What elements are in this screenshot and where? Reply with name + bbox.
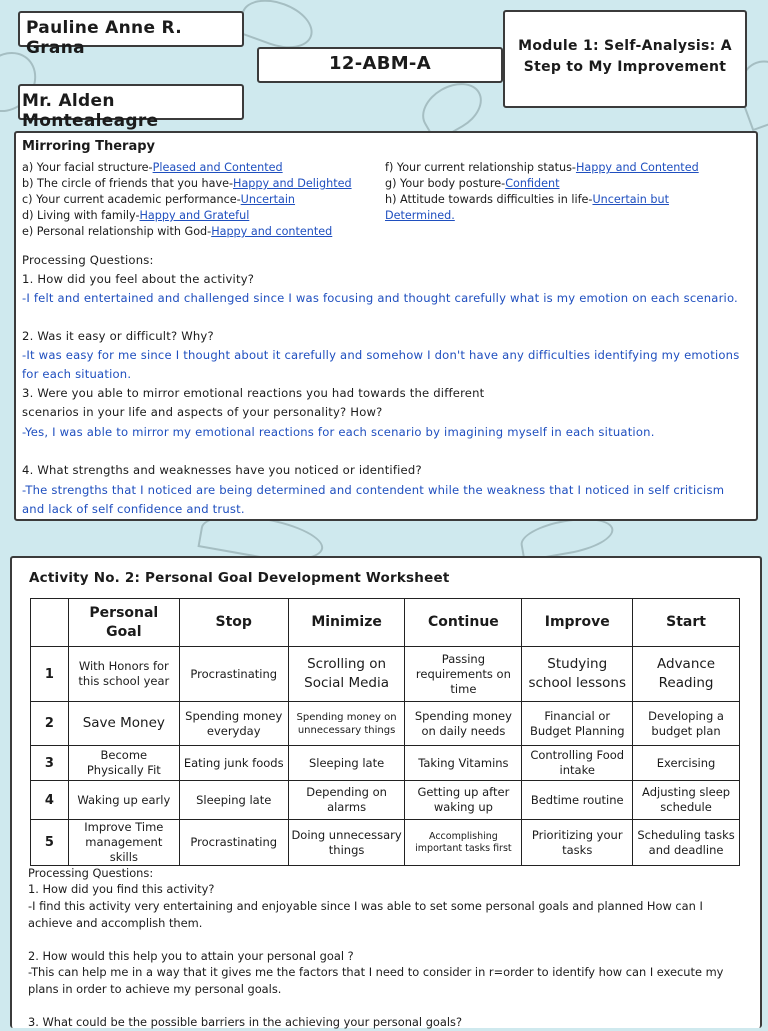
question-3-line-1: 3. Were you able to mirror emotional reactions you had towards the different bbox=[22, 386, 485, 400]
table-cell: Eating junk foods bbox=[179, 746, 288, 781]
table-cell: Sleeping late bbox=[179, 781, 288, 820]
mirroring-item: h) Attitude towards difficulties in life-Uncertain but Determined. bbox=[385, 193, 669, 222]
answer-2: -It was easy for me since I thought about it carefully and somehow I don't have any difficulties identifying my emotions for each situation. bbox=[22, 348, 740, 381]
mirroring-right-column bbox=[385, 160, 705, 224]
question-3-line-2: scenarios in your life and aspects of your personality? How? bbox=[22, 405, 383, 419]
mirroring-therapy-card bbox=[14, 131, 758, 521]
question-2: 2. How would this help you to attain your personal goal ? bbox=[28, 949, 354, 963]
table-cell: Doing unnecessary things bbox=[288, 820, 405, 866]
mirroring-item: f) Your current relationship status-Happy and Contented bbox=[385, 161, 699, 174]
table-cell: Prioritizing your tasks bbox=[522, 820, 633, 866]
goal-worksheet-card bbox=[10, 556, 762, 1028]
table-cell: Sleeping late bbox=[288, 746, 405, 781]
table-cell: Financial or Budget Planning bbox=[522, 702, 633, 746]
table-cell: Improve Time management skills bbox=[68, 820, 179, 866]
table-cell: Passing requirements on time bbox=[405, 647, 522, 702]
student-name: Pauline Anne R. Grana bbox=[26, 18, 182, 58]
table-cell: Spending money on unnecessary things bbox=[288, 702, 405, 746]
question-2: 2. Was it easy or difficult? Why? bbox=[22, 329, 214, 343]
mirroring-item: d) Living with family-Happy and Grateful bbox=[22, 209, 250, 222]
mirroring-item: a) Your facial structure-Pleased and Contented bbox=[22, 161, 283, 174]
question-1: 1. How did you feel about the activity? bbox=[22, 272, 255, 286]
teacher-name: Mr. Alden Montealeagre bbox=[22, 91, 159, 131]
teacher-name-box bbox=[18, 84, 244, 131]
row-number: 2 bbox=[31, 702, 69, 746]
section-box bbox=[257, 47, 503, 83]
table-row bbox=[31, 702, 740, 746]
table-header-row bbox=[31, 599, 740, 647]
table-cell: Spending money everyday bbox=[179, 702, 288, 746]
row-number: 4 bbox=[31, 781, 69, 820]
answer-1: -I felt and entertained and challenged since I was focusing and thought carefully what is my emotion on each scenario. bbox=[22, 291, 738, 305]
mirroring-left-column bbox=[22, 160, 384, 240]
table-cell: With Honors for this school year bbox=[68, 647, 179, 702]
table-row bbox=[31, 781, 740, 820]
table-cell: Waking up early bbox=[68, 781, 179, 820]
mirroring-item: e) Personal relationship with God-Happy and contented bbox=[22, 225, 333, 238]
header-cell: Start bbox=[633, 599, 740, 647]
section-label: 12-ABM-A bbox=[329, 53, 431, 74]
table-row bbox=[31, 820, 740, 866]
row-number: 1 bbox=[31, 647, 69, 702]
question-4: 4. What strengths and weaknesses have you noticed or identified? bbox=[22, 463, 422, 477]
mirroring-item: c) Your current academic performance-Uncertain bbox=[22, 193, 296, 206]
table-cell: Bedtime routine bbox=[522, 781, 633, 820]
processing-questions-heading: Processing Questions: bbox=[28, 866, 154, 880]
header-cell: Improve bbox=[522, 599, 633, 647]
row-number: 3 bbox=[31, 746, 69, 781]
table-cell: Spending money on daily needs bbox=[405, 702, 522, 746]
table-cell: Save Money bbox=[68, 702, 179, 746]
table-cell: Scheduling tasks and deadline bbox=[633, 820, 740, 866]
table-cell: Getting up after waking up bbox=[405, 781, 522, 820]
answer-3: -Yes, I was able to mirror my emotional reactions for each scenario by imagining myself in each situation. bbox=[22, 425, 655, 439]
table-cell: Accomplishing important tasks first bbox=[405, 820, 522, 866]
answer-1: -I find this activity very entertaining and enjoyable since I was able to set some personal goals and planned How can I achieve and accomplish them. bbox=[28, 899, 703, 930]
table-cell: Controlling Food intake bbox=[522, 746, 633, 781]
table-cell: Procrastinating bbox=[179, 820, 288, 866]
mirroring-item: g) Your body posture-Confident bbox=[385, 177, 560, 190]
header-number bbox=[31, 599, 69, 647]
worksheet-title: Activity No. 2: Personal Goal Development Worksheet bbox=[29, 570, 450, 586]
table-cell: Procrastinating bbox=[179, 647, 288, 702]
module-title-box bbox=[503, 10, 747, 108]
mirroring-title: Mirroring Therapy bbox=[22, 139, 156, 154]
module-title: Module 1: Self-Analysis: A Step to My Improvement bbox=[518, 38, 732, 75]
header-cell: Personal Goal bbox=[68, 599, 179, 647]
table-cell: Adjusting sleep schedule bbox=[633, 781, 740, 820]
row-number: 5 bbox=[31, 820, 69, 866]
goal-table bbox=[30, 598, 740, 866]
mirroring-item: b) The circle of friends that you have-Happy and Delighted bbox=[22, 177, 352, 190]
question-3: 3. What could be the possible barriers in the achieving your personal goals? bbox=[28, 1015, 463, 1029]
header-cell: Stop bbox=[179, 599, 288, 647]
table-row bbox=[31, 647, 740, 702]
table-cell: Become Physically Fit bbox=[68, 746, 179, 781]
table-cell: Taking Vitamins bbox=[405, 746, 522, 781]
table-cell: Developing a budget plan bbox=[633, 702, 740, 746]
table-cell: Studying school lessons bbox=[522, 647, 633, 702]
student-name-box bbox=[18, 11, 244, 58]
table-cell: Exercising bbox=[633, 746, 740, 781]
table-row bbox=[31, 746, 740, 781]
processing-questions-heading: Processing Questions: bbox=[22, 253, 154, 267]
table-cell: Scrolling on Social Media bbox=[288, 647, 405, 702]
answer-4: -The strengths that I noticed are being determined and contendent while the weakness that I noticed in self criticism and lack of self confidence and trust. bbox=[22, 483, 725, 516]
table-cell: Depending on alarms bbox=[288, 781, 405, 820]
table-cell: Advance Reading bbox=[633, 647, 740, 702]
answer-2: -This can help me in a way that it gives me the factors that I need to consider in r=order to identify how can I execute my plans in order to achieve my personal goals. bbox=[28, 965, 724, 996]
header-cell: Minimize bbox=[288, 599, 405, 647]
question-1: 1. How did you find this activity? bbox=[28, 882, 215, 896]
header-cell: Continue bbox=[405, 599, 522, 647]
